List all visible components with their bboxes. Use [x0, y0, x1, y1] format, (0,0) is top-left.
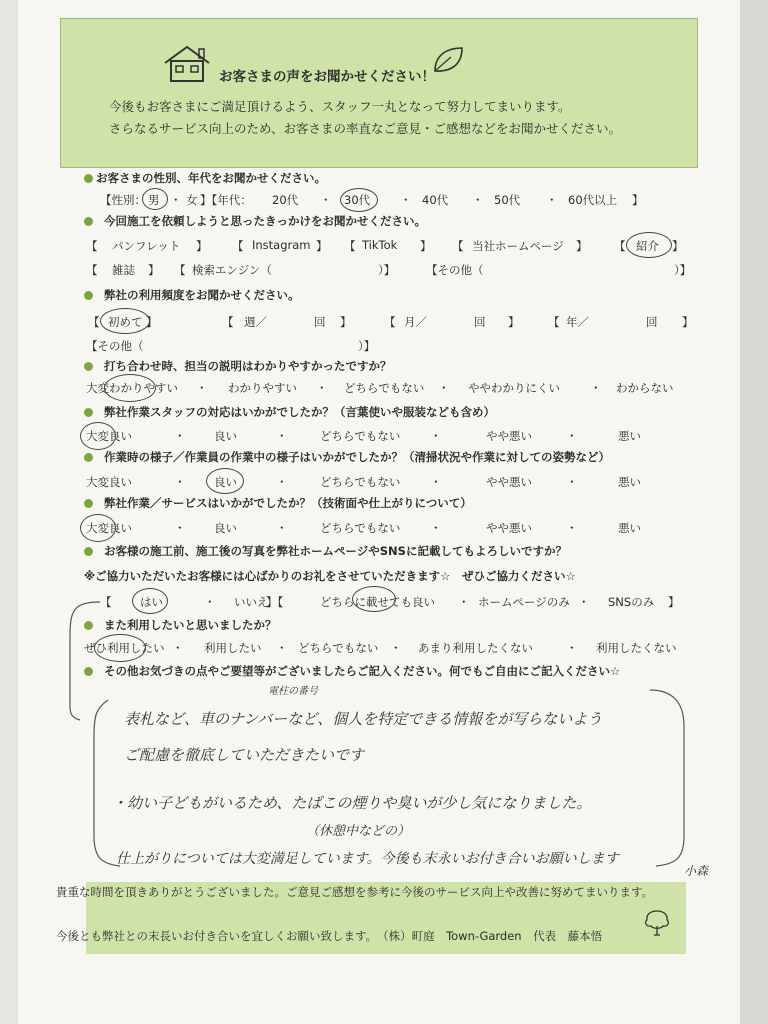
q3-option: 【 [548, 315, 560, 329]
q1-option: ・ [400, 193, 412, 207]
q7-option: ・ [430, 521, 442, 535]
q1-option: ・ [170, 193, 182, 207]
q3-title: 弊社の利用頻度をお聞かせください。 [104, 288, 300, 302]
q6-option[interactable]: 悪い [618, 475, 641, 489]
q9-option: ・ [566, 641, 578, 655]
circle-mark [100, 308, 150, 334]
q2-option: 】 [576, 239, 588, 253]
handwritten-line-1: 表札など、車のナンバーなど、個人を特定できる情報をが写らないよう [124, 710, 603, 728]
handwritten-line-5: 仕上がりについては大変満足しています。今後も末永いお付き合いお願いします [116, 851, 619, 867]
bullet-icon [84, 217, 93, 226]
handwritten-line-2: ご配慮を徹底していただきたいです [124, 746, 365, 764]
q1-title: お客さまの性別、年代をお聞かせください。 [96, 171, 326, 185]
bullet-icon [84, 499, 93, 508]
q2-option: ）】 [378, 263, 396, 277]
q6-option[interactable]: どちらでもない [320, 475, 401, 489]
q2-option: 【 [614, 239, 626, 253]
handwritten-line-3: ・幼い子どもがいるため、たばこの煙りや臭いが少し気になりました。 [112, 794, 592, 812]
q8-option[interactable]: はい [140, 595, 163, 609]
footer-line-1: 貴重な時間を頂きありがとうございました。ご意見ご感想を参考に今後のサービス向上や改善に努めてまいります。 [56, 885, 654, 899]
q7-option: ・ [174, 521, 186, 535]
q9-title: また利用したいと思いましたか？ [104, 618, 277, 632]
handwritten-note-small: 電柱の番号 [268, 686, 318, 697]
q7-option[interactable]: 悪い [618, 521, 641, 535]
q6-option: ・ [174, 475, 186, 489]
header-box [60, 18, 698, 168]
q7-option[interactable]: 大変良い [86, 521, 132, 535]
q2-option[interactable]: 検索エンジン（ [192, 263, 272, 277]
q10-title: その他お気づきの点やご要望等がございましたらご記入ください。何でもご自由にご記入ください☆ [104, 664, 621, 678]
q5-title: 弊社作業スタッフの対応はいかがでしたか？（言葉使いや服装なども含め） [104, 405, 495, 419]
circle-mark [626, 232, 672, 258]
house-icon [161, 43, 213, 83]
q5-option[interactable]: 悪い [618, 429, 641, 443]
q4-option[interactable]: どちらでもない [344, 381, 425, 395]
q9-option[interactable]: あまり利用したくない [418, 641, 533, 655]
q5-option: ・ [174, 429, 186, 443]
q8-option: ・ [578, 595, 590, 609]
bullet-icon [84, 453, 93, 462]
header-line-1: 今後もお客さまにご満足頂けるよう、スタッフ一丸となって努力してまいります。 [109, 99, 571, 114]
q3-option: 回 [646, 315, 658, 329]
q2-option: ）】 [674, 263, 692, 277]
q4-option: ・ [196, 381, 208, 395]
bullet-icon [84, 547, 93, 556]
q7-title: 弊社作業／サービスはいかがでしたか？（技術面や仕上がりについて） [104, 496, 472, 510]
q3-option[interactable]: 【その他（ [86, 339, 144, 353]
q3-option[interactable]: 月／ [404, 315, 427, 329]
q6-option[interactable]: 良い [214, 475, 237, 489]
q3-option[interactable]: 初めて [108, 315, 143, 329]
q2-option: 【 [174, 263, 186, 277]
q6-option: ・ [430, 475, 442, 489]
q5-option: ・ [276, 429, 288, 443]
q5-option[interactable]: 大変良い [86, 429, 132, 443]
bullet-icon [84, 174, 93, 183]
q8-option: ・ [204, 595, 216, 609]
q5-option[interactable]: やや悪い [486, 429, 532, 443]
q1-option: 】【年代： [200, 193, 252, 207]
q2-option: 【 [344, 239, 356, 253]
q4-option: ・ [316, 381, 328, 395]
bullet-icon [84, 408, 93, 417]
bullet-icon [84, 362, 93, 371]
q4-option: ・ [438, 381, 450, 395]
q8-option[interactable]: どちらに載せても良い [320, 595, 435, 609]
q2-option: 】 [196, 239, 208, 253]
q2-option[interactable]: 【その他（ [426, 263, 484, 277]
q9-option: ・ [276, 641, 288, 655]
q7-option[interactable]: やや悪い [486, 521, 532, 535]
q2-option: 】 [316, 239, 328, 253]
q5-option: ・ [430, 429, 442, 443]
circle-mark [80, 422, 116, 450]
q5-option: ・ [566, 429, 578, 443]
q9-option[interactable]: 利用したい [204, 641, 262, 655]
q9-option[interactable]: 利用したくない [596, 641, 677, 655]
q2-option[interactable]: Instagram [252, 238, 311, 252]
q7-option: ・ [276, 521, 288, 535]
q7-option[interactable]: 良い [214, 521, 237, 535]
q3-option: 【 [222, 315, 234, 329]
handwritten-bracket [60, 596, 710, 882]
q7-option: ・ [566, 521, 578, 535]
q8-option: 】【 [266, 595, 284, 609]
q5-option[interactable]: 良い [214, 429, 237, 443]
q6-option[interactable]: 大変良い [86, 475, 132, 489]
q2-option: 】 [148, 263, 160, 277]
q5-option[interactable]: どちらでもない [320, 429, 401, 443]
q3-option: 【 [88, 315, 100, 329]
q9-option: ・ [172, 641, 184, 655]
q3-option: 回 [474, 315, 486, 329]
q1-option[interactable]: 女 [186, 193, 198, 207]
q2-option[interactable]: 当社ホームページ [472, 239, 564, 253]
q1-option: ・ [546, 193, 558, 207]
circle-mark [104, 374, 156, 402]
q4-title: 打ち合わせ時、担当の説明はわかりやすかったですか？ [104, 359, 392, 373]
q8-option[interactable]: ホームページのみ [478, 595, 570, 609]
q1-option[interactable]: 40代 [422, 193, 449, 207]
handwritten-signature: 小森 [684, 864, 709, 878]
q3-option: 【 [384, 315, 396, 329]
q6-option: ・ [276, 475, 288, 489]
q4-option[interactable]: 大変わかりやすい [86, 381, 178, 395]
q2-option: 【 [86, 239, 98, 253]
q6-option[interactable]: やや悪い [486, 475, 532, 489]
q8-title: お客様の施工前、施工後の写真を弊社ホームページやSNSに記載してもよろしいですか？ [104, 544, 567, 558]
q8-option[interactable]: いいえ [234, 595, 269, 609]
q3-option: 】 [508, 315, 520, 329]
page-edge [740, 0, 768, 1024]
header-line-2: さらなるサービス向上のため、お客さまの率直なご意見・ご感想などをお聞かせください。 [109, 121, 622, 136]
q4-option[interactable]: わからない [616, 381, 674, 395]
q2-option: 【 [452, 239, 464, 253]
q1-option[interactable]: 30代 [344, 193, 371, 207]
q2-option: 【 [232, 239, 244, 253]
q2-option: 【 [86, 263, 98, 277]
q1-option[interactable]: 60代以上 [568, 193, 618, 207]
q1-option: ・ [472, 193, 484, 207]
footer-box [56, 882, 686, 954]
q1-option: 【性別： [100, 193, 146, 207]
q9-option: ・ [390, 641, 402, 655]
q8-option: 【 [100, 595, 112, 609]
q9-option[interactable]: どちらでもない [298, 641, 379, 655]
q8-option[interactable]: SNSのみ [608, 595, 655, 609]
q8-option: ・ [458, 595, 470, 609]
q3-option: 】 [146, 315, 158, 329]
q1-option[interactable]: 20代 [272, 193, 299, 207]
q2-option[interactable]: TikTok [362, 238, 398, 252]
q3-option: 】 [340, 315, 352, 329]
q1-option[interactable]: 男 [148, 193, 160, 207]
q6-option: ・ [566, 475, 578, 489]
circle-mark [206, 468, 244, 494]
q2-option[interactable]: 雑誌 [112, 263, 135, 277]
q2-option[interactable]: パンフレット [112, 239, 181, 253]
q9-option[interactable]: ぜひ利用したい [84, 641, 165, 655]
page-title: お客さまの声をお聞かせください！ [219, 69, 435, 85]
q1-option: 】 [632, 193, 644, 207]
q2-option: 】 [672, 239, 684, 253]
q7-option[interactable]: どちらでもない [320, 521, 401, 535]
footer-line-2: 今後とも弊社との末長いお付き合いを宜しくお願い致します。 （株）町庭 Town-Garden 代表 藤本悟 [56, 929, 603, 943]
leaf-icon [431, 45, 465, 75]
q8-option: 】 [668, 595, 680, 609]
q2-option[interactable]: 紹介 [636, 239, 659, 253]
circle-mark [80, 514, 116, 542]
q3-option: 回 [314, 315, 326, 329]
q4-option[interactable]: ややわかりにくい [468, 381, 560, 395]
circle-mark [340, 188, 378, 212]
q3-option[interactable]: 年／ [566, 315, 589, 329]
q3-option[interactable]: 週／ [244, 315, 267, 329]
tree-icon [642, 908, 672, 936]
circle-mark [142, 188, 168, 210]
q4-option[interactable]: わかりやすい [228, 381, 297, 395]
q4-option: ・ [590, 381, 602, 395]
q2-title: 今回施工を依頼しようと思ったきっかけをお聞かせください。 [104, 214, 426, 228]
q1-option[interactable]: 50代 [494, 193, 521, 207]
q6-title: 作業時の様子／作業員の作業中の様子はいかがでしたか？（清掃状況や作業に対しての姿勢など） [104, 450, 610, 464]
q3-option: 】 [682, 315, 694, 329]
q8-note: ※ご協力いただいたお客様には心ばかりのお礼をさせていただきます☆ ぜひご協力ください☆ [84, 569, 576, 583]
bullet-icon [84, 291, 93, 300]
q1-option: ・ [320, 193, 332, 207]
handwritten-line-4: （休憩中などの） [306, 824, 411, 839]
q2-option: 】 [420, 239, 432, 253]
q3-option: ）】 [358, 339, 376, 353]
